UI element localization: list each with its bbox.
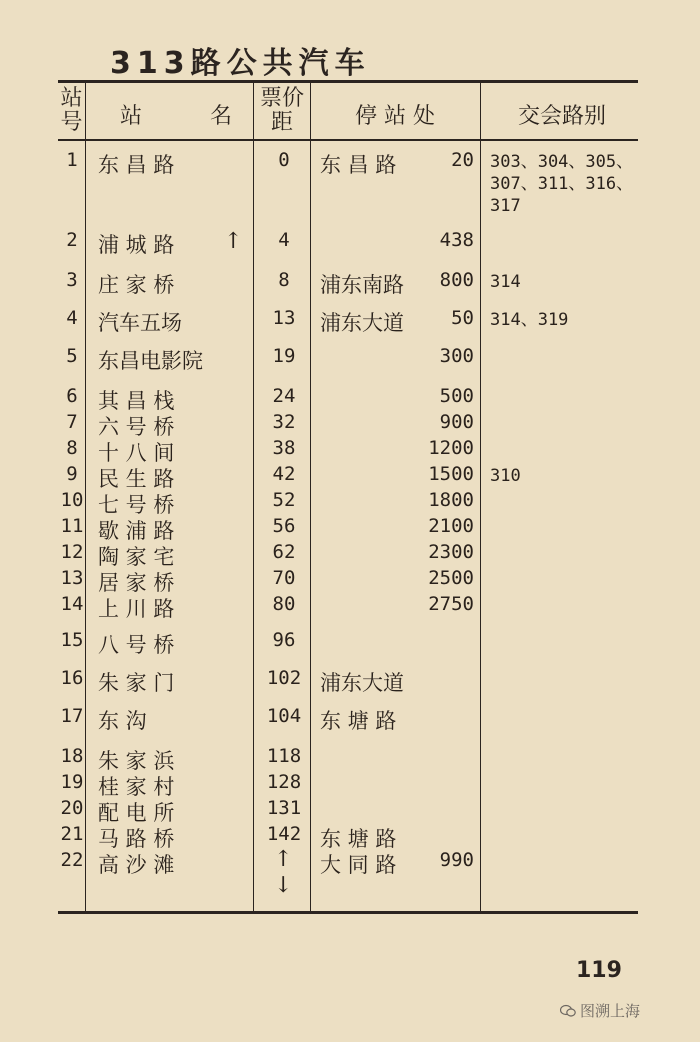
station-no: 3: [66, 269, 78, 291]
station-name: 陶 家 宅: [98, 545, 175, 569]
distance: 1200: [428, 437, 474, 459]
page-title: 313路公共汽车: [110, 46, 371, 81]
transfer-routes: 303、304、305、 307、311、316、 317: [490, 152, 634, 216]
header-text: 距: [270, 110, 293, 135]
station-no: 21: [60, 823, 84, 845]
station-no: 16: [60, 667, 84, 689]
station-name: 七 号 桥: [98, 493, 175, 517]
fare: 96: [272, 629, 296, 651]
distance: 2750: [428, 593, 474, 615]
station-name: 浦 城 路: [98, 233, 175, 257]
distance: 900: [439, 411, 474, 433]
station-no: 8: [66, 437, 78, 459]
station-name: 东 昌 路: [98, 153, 175, 177]
fare: 128: [266, 771, 302, 793]
station-no: 17: [60, 705, 84, 727]
distance: 990: [439, 849, 474, 871]
distance: 300: [439, 345, 474, 367]
bus-route-table: [58, 80, 638, 914]
fare: 52: [272, 489, 296, 511]
station-name: 其 昌 栈: [98, 389, 175, 413]
fare: 4: [278, 229, 290, 251]
station-name: 居 家 桥: [98, 571, 175, 595]
station-name: 朱 家 浜: [98, 749, 175, 773]
station-no: 14: [60, 593, 84, 615]
fare: 62: [272, 541, 296, 563]
fare: 32: [272, 411, 296, 433]
station-no: 13: [60, 567, 84, 589]
fare: 118: [266, 745, 302, 767]
chat-bubble-icon: [560, 1004, 576, 1018]
station-no: 19: [60, 771, 84, 793]
header-text: 号: [60, 110, 83, 135]
fare: 142: [266, 823, 302, 845]
fare: 38: [272, 437, 296, 459]
fare: 102: [266, 667, 302, 689]
transfer-routes: 314: [490, 272, 521, 292]
station-no: 20: [60, 797, 84, 819]
station-no: 4: [66, 307, 78, 329]
watermark-text: 图溯上海: [580, 1002, 641, 1020]
station-name: 桂 家 村: [98, 775, 175, 799]
header-station-name-1: 站: [120, 104, 143, 129]
fare: 131: [266, 797, 302, 819]
header-fare-distance: [254, 87, 310, 135]
header-text: 票价: [259, 86, 304, 111]
station-name: 十 八 间: [98, 441, 175, 465]
fare: 8: [278, 269, 290, 291]
fare: 42: [272, 463, 296, 485]
header-station-name-2: 名: [210, 104, 233, 129]
stop-location: 浦东大道: [320, 671, 404, 695]
station-name: 庄 家 桥: [98, 273, 175, 297]
col-divider: [480, 83, 481, 911]
transfer-routes: 310: [490, 466, 521, 486]
distance: 50: [451, 307, 474, 329]
page-number: 119: [576, 958, 622, 983]
stop-location: 浦东大道: [320, 311, 404, 335]
station-no: 11: [60, 515, 84, 537]
station-no: 18: [60, 745, 84, 767]
up-down-arrow-icon: ↑↓: [274, 847, 293, 898]
distance: 2500: [428, 567, 474, 589]
fare: 56: [272, 515, 296, 537]
distance: 1500: [428, 463, 474, 485]
distance: 20: [451, 149, 474, 171]
stop-location: 东 塘 路: [320, 709, 397, 733]
station-name: 六 号 桥: [98, 415, 175, 439]
fare: 0: [278, 149, 290, 171]
distance: 2300: [428, 541, 474, 563]
fare: 19: [272, 345, 296, 367]
station-name: 歇 浦 路: [98, 519, 175, 543]
station-no: 5: [66, 345, 78, 367]
station-no: 7: [66, 411, 78, 433]
station-no: 9: [66, 463, 78, 485]
distance: 2100: [428, 515, 474, 537]
fare: 80: [272, 593, 296, 615]
stop-location: 浦东南路: [320, 273, 404, 297]
fare: 24: [272, 385, 296, 407]
station-name: 高 沙 滩: [98, 853, 175, 877]
fare: 104: [266, 705, 302, 727]
distance: 1800: [428, 489, 474, 511]
watermark: [560, 1000, 640, 1021]
header-station-no: [58, 87, 85, 135]
header-text: 站: [60, 86, 83, 111]
stop-location: 东 昌 路: [320, 153, 397, 177]
station-name: 汽车五场: [98, 311, 182, 335]
header-divider: [58, 139, 638, 141]
station-name: 马 路 桥: [98, 827, 175, 851]
stop-location: 东 塘 路: [320, 827, 397, 851]
station-name: 东 沟: [98, 709, 147, 733]
header-stop-location: 停 站 处: [355, 104, 435, 129]
station-name: 八 号 桥: [98, 633, 175, 657]
header-transfer-routes: 交会路别: [517, 104, 606, 129]
stop-location: 大 同 路: [320, 853, 397, 877]
distance: 438: [439, 229, 474, 251]
station-no: 22: [60, 849, 84, 871]
station-name: 朱 家 门: [98, 671, 175, 695]
distance: 500: [439, 385, 474, 407]
transfer-routes: 314、319: [490, 310, 569, 330]
station-no: 2: [66, 229, 78, 251]
station-name: 民 生 路: [98, 467, 175, 491]
fare: 13: [272, 307, 296, 329]
up-arrow-icon: ↑: [224, 229, 243, 254]
col-divider: [85, 83, 86, 911]
station-no: 10: [60, 489, 84, 511]
station-no: 12: [60, 541, 84, 563]
station-name: 上 川 路: [98, 597, 175, 621]
station-name: 配 电 所: [98, 801, 175, 825]
distance: 800: [439, 269, 474, 291]
fare: 70: [272, 567, 296, 589]
station-no: 1: [66, 149, 78, 171]
station-no: 15: [60, 629, 84, 651]
station-name: 东昌电影院: [98, 349, 203, 373]
station-no: 6: [66, 385, 78, 407]
